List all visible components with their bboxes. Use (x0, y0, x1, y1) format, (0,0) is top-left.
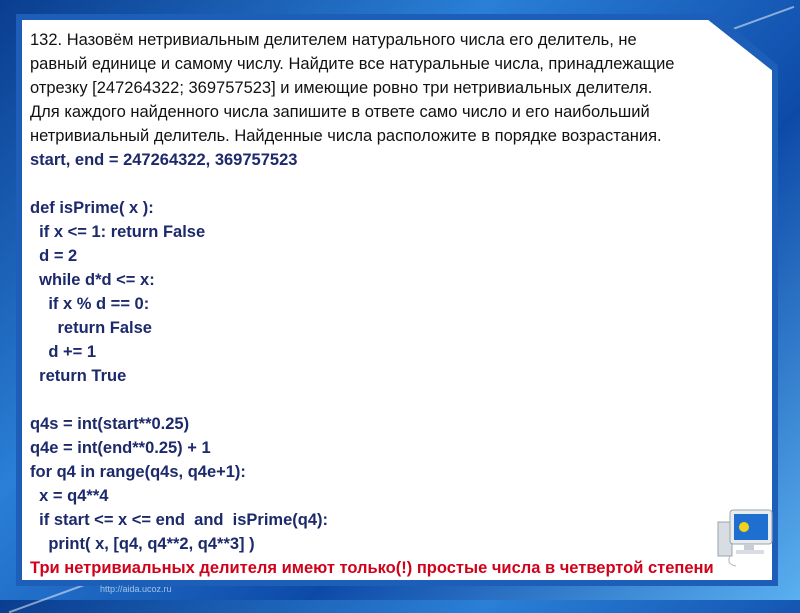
code-line: if x % d == 0: (30, 295, 150, 313)
code-line: x = q4**4 (30, 487, 109, 505)
code-line: d = 2 (30, 247, 78, 265)
computer-icon (716, 508, 776, 578)
task-line: Для каждого найденного числа запишите в ответе само число и его наибольший (30, 103, 650, 121)
code-line: def isPrime( x ): (30, 199, 154, 217)
code-line: if x <= 1: return False (30, 223, 206, 241)
code-line (30, 388, 770, 412)
task-line: нетривиальный делитель. Найденные числа расположите в порядке возрастания. (30, 127, 662, 145)
watermark: http://aida.ucoz.ru (100, 584, 172, 594)
code-line: start, end = 247264322, 369757523 (30, 151, 298, 169)
code-line: while d*d <= x: (30, 271, 155, 289)
code-line: return False (30, 319, 152, 337)
code-line: q4e = int(end**0.25) + 1 (30, 439, 211, 457)
note-text: Три нетривиальных делителя имеют только(!) простые числа в четвертой степени (30, 559, 714, 577)
code-line: d += 1 (30, 343, 97, 361)
code-line (30, 172, 770, 196)
task-line: отрезку [247264322; 369757523] и имеющие ровно три нетривиальных делителя. (30, 79, 653, 97)
task-line: равный единице и самому числу. Найдите все натуральные числа, принадлежащие (30, 55, 675, 73)
code-line: for q4 in range(q4s, q4e+1): (30, 463, 246, 481)
code-line: print( x, [q4, q4**2, q4**3] ) (30, 535, 255, 553)
code-line: q4s = int(start**0.25) (30, 415, 190, 433)
code-line: return True (30, 367, 127, 385)
task-line: 132. Назовём нетривиальным делителем натурального числа его делитель, не (30, 31, 637, 49)
code-line: if start <= x <= end and isPrime(q4): (30, 511, 329, 529)
slide-content (30, 28, 770, 580)
